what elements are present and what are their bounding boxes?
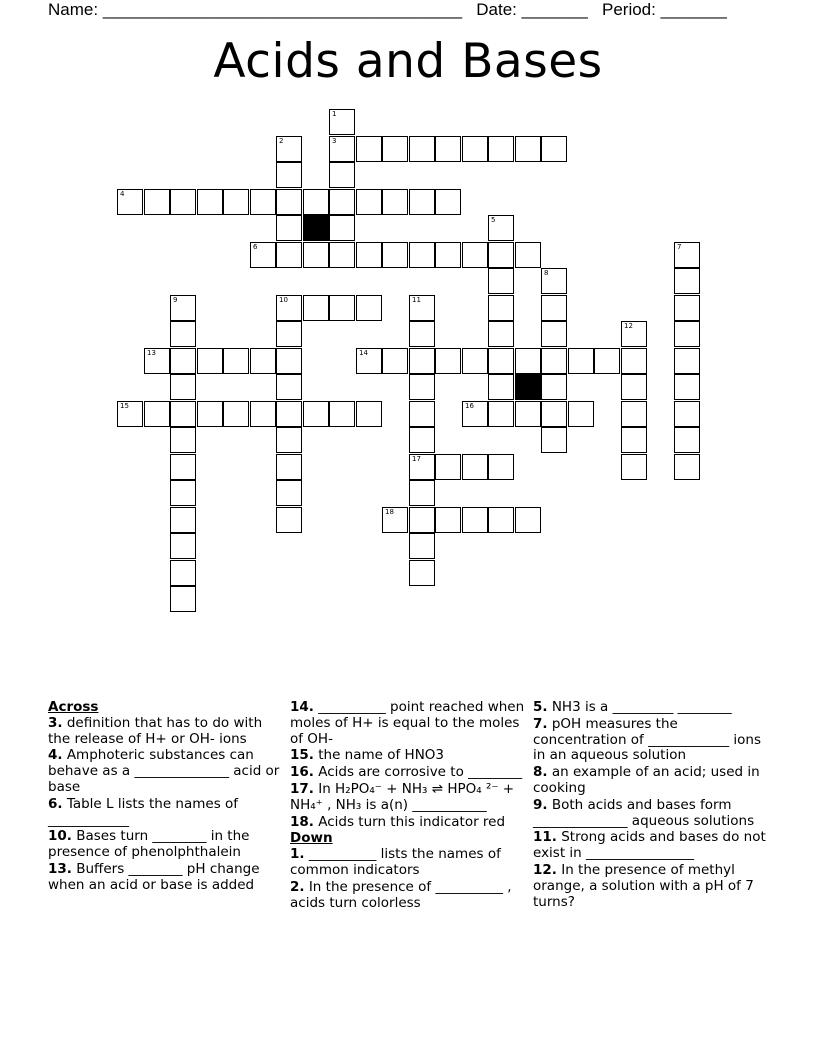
clue-text: Bases turn ________ in the presence of phenolphthalein bbox=[48, 828, 250, 861]
clue-item bbox=[533, 717, 769, 764]
crossword-cell[interactable] bbox=[170, 348, 196, 374]
crossword-cell[interactable] bbox=[382, 242, 408, 268]
clue-item bbox=[48, 716, 288, 748]
clue-text: Strong acids and bases do not exist in ________________ bbox=[533, 829, 766, 862]
crossword-cell[interactable] bbox=[170, 189, 196, 215]
crossword-cell[interactable] bbox=[276, 401, 302, 427]
clue-text: Acids turn this indicator red bbox=[313, 813, 506, 830]
clue-text: Amphoteric substances can behave as a ______________ acid or base bbox=[48, 747, 280, 795]
crossword-cell[interactable] bbox=[462, 242, 488, 268]
clue-number: 15. bbox=[290, 747, 314, 764]
crossword-cell[interactable] bbox=[329, 136, 355, 162]
crossword-cell[interactable] bbox=[409, 242, 435, 268]
crossword-cell[interactable] bbox=[170, 507, 196, 533]
period-blank[interactable]: _______ bbox=[660, 0, 727, 19]
clue-item bbox=[533, 798, 769, 830]
clue-number: 10 bbox=[279, 296, 288, 304]
crossword-cell[interactable] bbox=[488, 348, 514, 374]
crossword-cell[interactable] bbox=[329, 162, 355, 188]
clue-text: pOH measures the concentration of ____________ ions in an aqueous solution bbox=[533, 715, 761, 764]
clue-text: __________ point reached when moles of H+ is equal to the moles of OH- bbox=[290, 699, 525, 747]
clue-item bbox=[48, 748, 288, 795]
crossword-cell[interactable] bbox=[541, 401, 567, 427]
crossword-cell[interactable] bbox=[515, 507, 541, 533]
crossword-cell[interactable] bbox=[674, 295, 700, 321]
crossword-cell[interactable] bbox=[488, 136, 514, 162]
clue-number: 16 bbox=[465, 402, 474, 410]
clue-number: 2 bbox=[279, 137, 284, 145]
clue-number: 17. bbox=[290, 780, 314, 797]
crossword-cell[interactable] bbox=[170, 586, 196, 612]
crossword-cell[interactable] bbox=[541, 321, 567, 347]
crossword-cell[interactable] bbox=[409, 560, 435, 586]
crossword-cell[interactable] bbox=[382, 136, 408, 162]
clue-item bbox=[533, 765, 769, 797]
crossword-cell[interactable] bbox=[276, 162, 302, 188]
crossword-cell[interactable] bbox=[488, 215, 514, 241]
crossword-cell[interactable] bbox=[356, 348, 382, 374]
crossword-cell[interactable] bbox=[250, 348, 276, 374]
crossword-cell[interactable] bbox=[674, 374, 700, 400]
crossword-cell[interactable] bbox=[488, 454, 514, 480]
crossword-cell[interactable] bbox=[621, 374, 647, 400]
clue-item bbox=[533, 830, 769, 862]
crossword-cell[interactable] bbox=[117, 401, 143, 427]
crossword-cell[interactable] bbox=[170, 374, 196, 400]
crossword-cell[interactable] bbox=[409, 507, 435, 533]
clue-item bbox=[48, 829, 288, 861]
crossword-cell[interactable] bbox=[541, 268, 567, 294]
crossword-cell[interactable] bbox=[197, 401, 223, 427]
clue-item bbox=[533, 863, 769, 910]
crossword-cell[interactable] bbox=[621, 427, 647, 453]
section-heading: Down bbox=[290, 830, 333, 847]
crossword-cell[interactable] bbox=[409, 321, 435, 347]
crossword-cell[interactable] bbox=[382, 189, 408, 215]
crossword-cell[interactable] bbox=[197, 189, 223, 215]
clue-text: Buffers ________ pH change when an acid or base is added bbox=[48, 860, 260, 893]
crossword-cell[interactable] bbox=[250, 189, 276, 215]
crossword-cell[interactable] bbox=[462, 136, 488, 162]
crossword-cell[interactable] bbox=[435, 507, 461, 533]
crossword-cell[interactable] bbox=[170, 401, 196, 427]
clue-number: 10. bbox=[48, 828, 72, 845]
crossword-cell[interactable] bbox=[409, 454, 435, 480]
clue-text: an example of an acid; used in cooking bbox=[533, 764, 760, 796]
crossword-cell[interactable] bbox=[170, 321, 196, 347]
crossword-cell[interactable] bbox=[462, 454, 488, 480]
crossword-cell[interactable] bbox=[621, 321, 647, 347]
crossword-cell[interactable] bbox=[409, 189, 435, 215]
crossword-cell[interactable] bbox=[488, 507, 514, 533]
clue-number: 6 bbox=[253, 243, 258, 251]
clue-number: 7. bbox=[533, 715, 548, 732]
crossword-cell[interactable] bbox=[488, 401, 514, 427]
crossword-cell[interactable] bbox=[515, 348, 541, 374]
crossword-cell[interactable] bbox=[356, 401, 382, 427]
clue-item bbox=[290, 782, 526, 814]
crossword-cell[interactable] bbox=[674, 454, 700, 480]
clue-number: 13 bbox=[147, 349, 156, 357]
clue-number: 14. bbox=[290, 699, 314, 715]
clue-item bbox=[290, 748, 526, 764]
crossword-cell[interactable] bbox=[435, 136, 461, 162]
crossword-cell[interactable] bbox=[276, 242, 302, 268]
period-label: Period: bbox=[602, 0, 656, 19]
crossword-cell[interactable] bbox=[276, 427, 302, 453]
clue-number: 3. bbox=[48, 714, 63, 731]
crossword-cell[interactable] bbox=[276, 348, 302, 374]
clue-number: 4 bbox=[120, 190, 125, 198]
crossword-cell[interactable] bbox=[488, 374, 514, 400]
date-blank[interactable]: _______ bbox=[521, 0, 588, 19]
crossword-cell[interactable] bbox=[329, 242, 355, 268]
clue-number: 3 bbox=[332, 137, 337, 145]
crossword-black-cell bbox=[303, 215, 329, 241]
crossword-cell[interactable] bbox=[674, 321, 700, 347]
crossword-cell[interactable] bbox=[515, 242, 541, 268]
clue-item bbox=[533, 700, 769, 716]
crossword-cell[interactable] bbox=[621, 401, 647, 427]
crossword-cell[interactable] bbox=[170, 480, 196, 506]
clue-text: In H₂PO₄⁻ + NH₃ ⇌ HPO₄ ²⁻ + NH₄⁺ , NH₃ is a(n) ___________ bbox=[290, 780, 515, 813]
clue-number: 14 bbox=[359, 349, 368, 357]
crossword-cell[interactable] bbox=[303, 189, 329, 215]
crossword-cell[interactable] bbox=[409, 401, 435, 427]
clue-number: 5. bbox=[533, 699, 548, 715]
crossword-cell[interactable] bbox=[276, 321, 302, 347]
crossword-cell[interactable] bbox=[541, 374, 567, 400]
clue-item bbox=[290, 765, 526, 781]
crossword-cell[interactable] bbox=[303, 295, 329, 321]
clue-number: 12. bbox=[533, 861, 557, 878]
crossword-cell[interactable] bbox=[488, 295, 514, 321]
crossword-cell[interactable] bbox=[329, 109, 355, 135]
clue-number: 8 bbox=[544, 269, 549, 277]
clue-item bbox=[290, 815, 526, 831]
clue-number: 5 bbox=[491, 216, 496, 224]
clue-number: 12 bbox=[624, 322, 633, 330]
crossword-cell[interactable] bbox=[170, 454, 196, 480]
crossword-cell[interactable] bbox=[674, 268, 700, 294]
crossword-cell[interactable] bbox=[541, 348, 567, 374]
crossword-cell[interactable] bbox=[621, 348, 647, 374]
name-label: Name: bbox=[48, 0, 99, 19]
crossword-cell[interactable] bbox=[462, 348, 488, 374]
crossword-cell[interactable] bbox=[674, 242, 700, 268]
crossword-cell[interactable] bbox=[170, 560, 196, 586]
crossword-cell[interactable] bbox=[276, 454, 302, 480]
crossword-cell[interactable] bbox=[435, 454, 461, 480]
clue-item bbox=[290, 880, 526, 912]
crossword-cell[interactable] bbox=[435, 242, 461, 268]
clue-text: the name of HNO3 bbox=[313, 747, 445, 764]
clues-column-1 bbox=[48, 700, 288, 895]
crossword-cell[interactable] bbox=[568, 348, 594, 374]
crossword-cell[interactable] bbox=[356, 242, 382, 268]
crossword-cell[interactable] bbox=[223, 401, 249, 427]
page-title: Acids and Bases bbox=[213, 34, 603, 89]
clue-text: Acids are corrosive to ________ bbox=[313, 764, 523, 781]
crossword-cell[interactable] bbox=[435, 348, 461, 374]
clue-text: NH3 is a _________ ________ bbox=[547, 699, 732, 715]
clue-number: 6. bbox=[48, 795, 63, 812]
crossword-cell[interactable] bbox=[515, 401, 541, 427]
crossword-cell[interactable] bbox=[170, 295, 196, 321]
crossword-cell[interactable] bbox=[250, 401, 276, 427]
crossword-cell[interactable] bbox=[382, 507, 408, 533]
clue-number: 17 bbox=[412, 455, 421, 463]
crossword-cell[interactable] bbox=[329, 215, 355, 241]
crossword-cell[interactable] bbox=[276, 189, 302, 215]
crossword-cell[interactable] bbox=[409, 348, 435, 374]
clue-text: In the presence of __________ , acids turn colorless bbox=[290, 878, 512, 911]
crossword-cell[interactable] bbox=[515, 136, 541, 162]
crossword-cell[interactable] bbox=[329, 401, 355, 427]
crossword-cell[interactable] bbox=[276, 480, 302, 506]
crossword-cell[interactable] bbox=[356, 189, 382, 215]
clue-number: 1 bbox=[332, 110, 337, 118]
name-blank[interactable]: ______________________________________ bbox=[102, 0, 463, 19]
crossword-cell[interactable] bbox=[329, 189, 355, 215]
crossword-cell[interactable] bbox=[223, 189, 249, 215]
clue-text: In the presence of methyl orange, a solution with a pH of 7 turns? bbox=[533, 861, 754, 910]
crossword-cell[interactable] bbox=[144, 401, 170, 427]
crossword-cell[interactable] bbox=[674, 348, 700, 374]
clue-number: 4. bbox=[48, 747, 63, 764]
crossword-cell[interactable] bbox=[541, 427, 567, 453]
crossword-cell[interactable] bbox=[409, 533, 435, 559]
crossword-cell[interactable] bbox=[117, 189, 143, 215]
clue-text: Table L lists the names of ____________ bbox=[48, 795, 239, 828]
crossword-cell[interactable] bbox=[409, 136, 435, 162]
crossword-cell[interactable] bbox=[409, 295, 435, 321]
clue-text: definition that has to do with the release of H+ or OH- ions bbox=[48, 714, 263, 747]
crossword-cell[interactable] bbox=[488, 321, 514, 347]
crossword-cell[interactable] bbox=[674, 427, 700, 453]
clue-number: 1. bbox=[290, 846, 305, 863]
crossword-cell[interactable] bbox=[462, 401, 488, 427]
clue-number: 7 bbox=[677, 243, 682, 251]
crossword-cell[interactable] bbox=[144, 189, 170, 215]
crossword-cell[interactable] bbox=[303, 242, 329, 268]
clue-number: 15 bbox=[120, 402, 129, 410]
crossword-cell[interactable] bbox=[541, 136, 567, 162]
crossword-cell[interactable] bbox=[409, 480, 435, 506]
crossword-cell[interactable] bbox=[409, 427, 435, 453]
clue-number: 11. bbox=[533, 829, 557, 846]
crossword-cell[interactable] bbox=[303, 401, 329, 427]
clue-text: __________ lists the names of common indicators bbox=[290, 846, 501, 878]
crossword-cell[interactable] bbox=[356, 295, 382, 321]
clue-number: 2. bbox=[290, 878, 305, 895]
crossword-cell[interactable] bbox=[409, 374, 435, 400]
crossword-black-cell bbox=[515, 374, 541, 400]
crossword-cell[interactable] bbox=[488, 242, 514, 268]
crossword-cell[interactable] bbox=[488, 268, 514, 294]
crossword-cell[interactable] bbox=[541, 295, 567, 321]
crossword-cell[interactable] bbox=[568, 401, 594, 427]
clue-number: 9 bbox=[173, 296, 178, 304]
clue-item bbox=[290, 700, 526, 747]
clue-number: 13. bbox=[48, 860, 72, 877]
crossword-cell[interactable] bbox=[197, 348, 223, 374]
crossword-cell[interactable] bbox=[276, 374, 302, 400]
crossword-cell[interactable] bbox=[435, 189, 461, 215]
crossword-cell[interactable] bbox=[223, 348, 249, 374]
crossword-cell[interactable] bbox=[329, 295, 355, 321]
crossword-cell[interactable] bbox=[594, 348, 620, 374]
crossword-cell[interactable] bbox=[170, 427, 196, 453]
clue-number: 11 bbox=[412, 296, 421, 304]
clue-item bbox=[48, 797, 288, 829]
clue-item bbox=[290, 847, 526, 879]
clue-number: 8. bbox=[533, 764, 548, 781]
crossword-cell[interactable] bbox=[250, 242, 276, 268]
clues-column-3 bbox=[533, 700, 769, 911]
crossword-cell[interactable] bbox=[674, 401, 700, 427]
crossword-cell[interactable] bbox=[356, 136, 382, 162]
crossword-cell[interactable] bbox=[462, 507, 488, 533]
date-label: Date: bbox=[476, 0, 517, 19]
clue-number: 16. bbox=[290, 764, 314, 781]
crossword-cell[interactable] bbox=[382, 348, 408, 374]
crossword-cell[interactable] bbox=[621, 454, 647, 480]
section-heading: Across bbox=[48, 699, 99, 715]
crossword-cell[interactable] bbox=[276, 507, 302, 533]
crossword-cell[interactable] bbox=[276, 295, 302, 321]
crossword-cell[interactable] bbox=[144, 348, 170, 374]
clues-column-2 bbox=[290, 700, 526, 912]
clue-text: Both acids and bases form ______________ aqueous solutions bbox=[533, 796, 755, 829]
clue-item bbox=[48, 862, 288, 894]
clue-number: 9. bbox=[533, 796, 548, 813]
clue-number: 18 bbox=[385, 508, 394, 516]
crossword-cell[interactable] bbox=[276, 215, 302, 241]
crossword-cell[interactable] bbox=[276, 136, 302, 162]
crossword-cell[interactable] bbox=[170, 533, 196, 559]
clue-number: 18. bbox=[290, 813, 314, 830]
